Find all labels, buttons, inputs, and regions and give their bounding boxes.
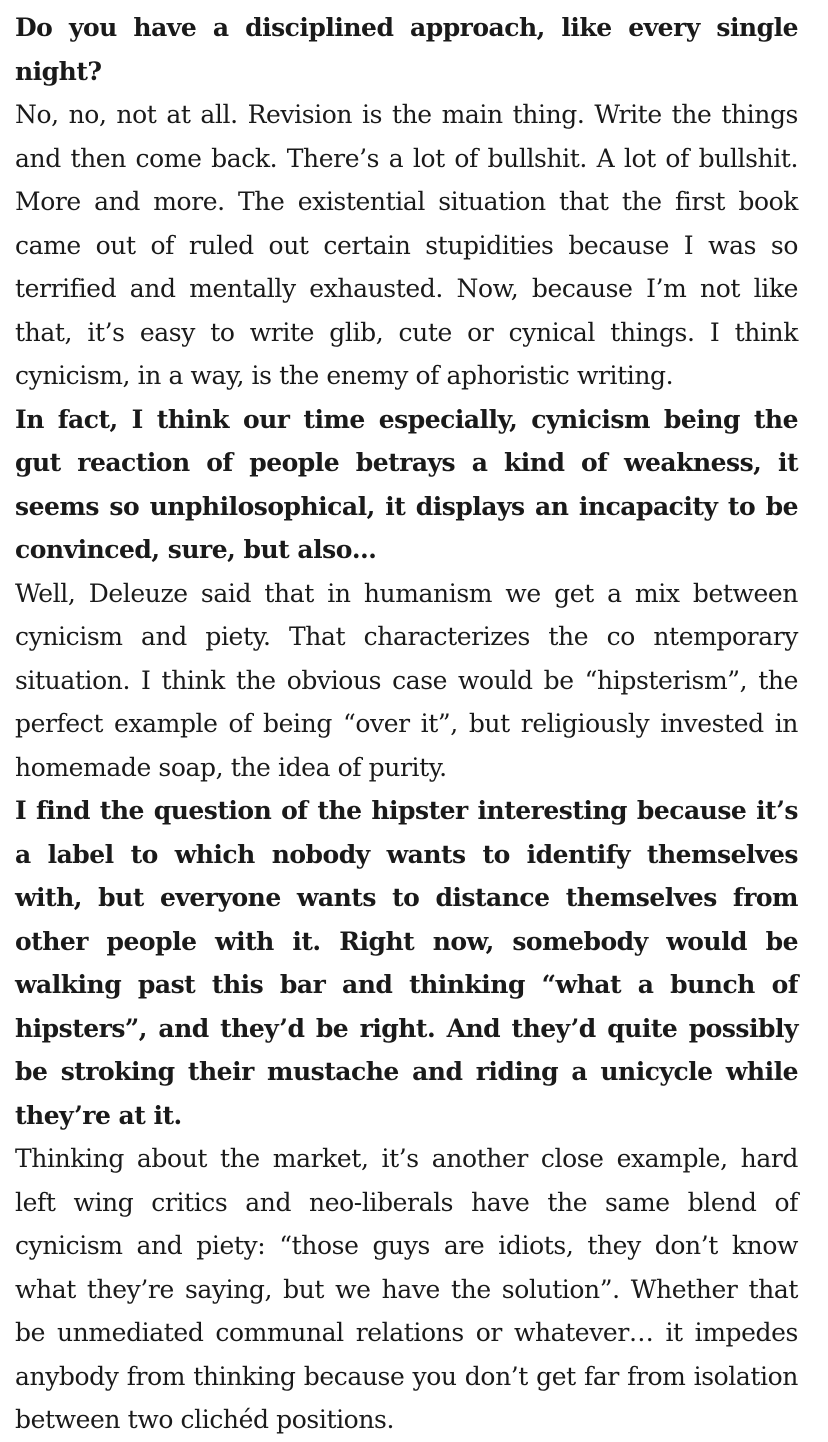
question-paragraph: I find the question of the hipster interesting because it’s a label to which nobody wants to identify themselves with, but everyone wants to distance themselves from other people with it. Right now, somebody would be walking past this bar and thinking “what a bunch of hipsters”, and they’d be right. And they’d quite possibly be stroking their mustache and riding a unicycle while they’re at it.: [15, 796, 798, 1130]
answer-paragraph: No, no, not at all. Revision is the main thing. Write the things and then come back. There’s a lot of bullshit. A lot of bullshit. More and more. The existential situation that the first book came out of ruled out certain stupidities because I was so terrified and mentally exhausted. Now, because I’m not like that, it’s easy to write glib, cute or cynical things. I think cynicism, in a way, is the enemy of aphoristic writing.: [15, 100, 798, 390]
question-paragraph: Do you have a disciplined approach, like every single night?: [15, 13, 798, 86]
question-paragraph: In fact, I think our time especially, cynicism being the gut reaction of people betrays a kind of weakness, it seems so unphilosophical, it displays an incapacity to be convinced, sure, but also…: [15, 404, 798, 564]
answer-paragraph: Thinking about the market, it’s another close example, hard left wing critics and neo-liberals have the same blend of cynicism and piety: “those guys are idiots, they don’t know what they’re saying, but we have the solution”. Whether that be unmediated communal relations or whatever… it impedes anybody from thinking because you don’t get far from isolation between two clichéd positions.: [15, 1144, 798, 1434]
answer-paragraph: Well, Deleuze said that in humanism we get a mix between cynicism and piety. That characterizes the co ntemporary situation. I think the obvious case would be “hipsterism”, the perfect example of being “over it”, but religiously invested in homemade soap, the idea of purity.: [15, 578, 798, 782]
